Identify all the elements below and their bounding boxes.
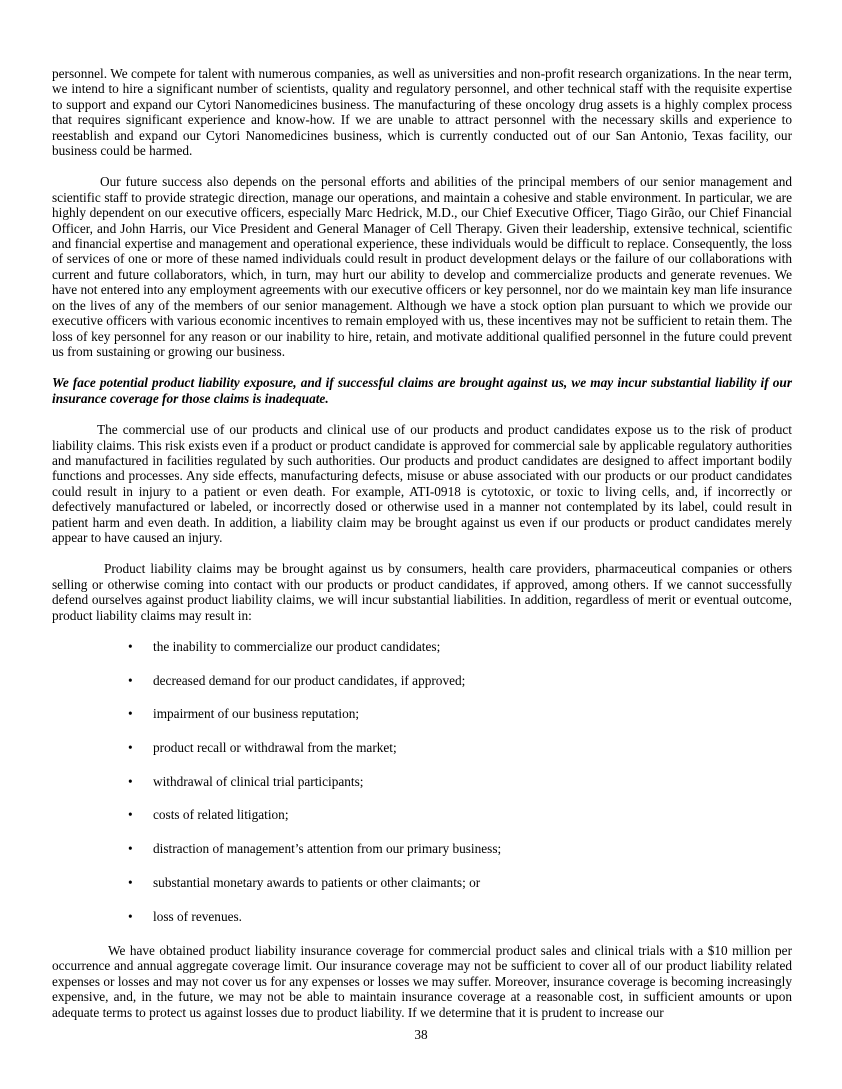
section-heading-product-liability: We face potential product liability exposure, and if successful claims are brought against us, we may incur substantial liability if our insurance coverage for those claims is inadequate. [52,375,792,406]
bullet-icon: • [128,874,133,890]
bullet-icon: • [128,908,133,924]
paragraph-insurance-coverage: We have obtained product liability insurance coverage for commercial product sales and clinical trials with a $10 million per occurrence and annual aggregate coverage limit. Our insurance coverage may not be sufficient to cover all of our product liability related expenses or losses and may not cover us for any expenses or losses we may suffer. Moreover, insurance coverage is becoming increasingly expensive, and, in the future, we may not be able to maintain insurance coverage at a reasonable cost, in sufficient amounts or upon adequate terms to protect us against losses due to product liability. If we determine that it is prudent to increase our [52,942,792,1020]
paragraph-commercial-use: The commercial use of our products and clinical use of our products and product candidates expose us to the risk of product liability claims. This risk exists even if a product or product candidate is approved for commercial sale by applicable regulatory authorities and manufactured in facilities regulated by such authorities. Our products and product candidates are designed to affect important bodily functions and processes. Any side effects, manufacturing defects, misuse or abuse associated with our products or our product candidates could result in injury to a patient or even death. For example, ATI-0918 is cytotoxic, or toxic to living cells, and, if incorrectly or defectively manufactured or labeled, or incorrectly dosed or otherwise used in a manner not contemplated by its label, could result in patient harm and even death. In addition, a liability claim may be brought against us even if our products or product candidates merely appear to have caused an injury. [52,422,792,545]
bullet-icon: • [128,807,133,823]
document-page [52,66,792,1020]
bullet-icon: • [128,672,133,688]
bullet-icon: • [128,639,133,654]
bullet-icon: • [128,841,133,857]
list-item [52,706,792,721]
list-item-text: impairment of our business reputation; [153,706,360,722]
list-item-text: decreased demand for our product candidates, if approved; [153,672,466,688]
bullet-icon: • [128,740,133,756]
list-item [52,875,792,890]
bullet-icon: • [128,706,133,722]
paragraph-liability-claims: Product liability claims may be brought against us by consumers, health care providers, pharmaceutical companies or others selling or otherwise coming into contact with our products or product candidates, if approved, among others. If we cannot successfully defend ourselves against product liability claims, we will incur substantial liabilities. In addition, regardless of merit or eventual outcome, product liability claims may result in: [52,561,792,623]
bullet-icon: • [128,773,133,789]
list-item-text: substantial monetary awards to patients or other claimants; or [153,874,481,890]
page-number: 38 [414,1027,428,1042]
list-item-text: the inability to commercialize our product candidates; [153,639,441,654]
list-item [52,807,792,822]
list-item-text: costs of related litigation; [153,807,289,823]
list-item [52,841,792,856]
list-item [52,740,792,755]
list-item-text: withdrawal of clinical trial participants; [153,773,364,789]
list-item [52,673,792,688]
paragraph-personnel: personnel. We compete for talent with numerous companies, as well as universities and non-profit research organizations. In the near term, we intend to hire a significant number of scientists, quality and regulatory personnel, and other technical staff with the requisite expertise to support and expand our Cytori Nanomedicines business. The manufacturing of these oncology drug assets is a highly complex process that requires significant experience and know-how. If we are unable to attract personnel with the necessary skills and experience to reestablish and expand our Cytori Nanomedicines business, which is currently conducted out of our San Antonio, Texas facility, our business could be harmed. [52,66,792,159]
list-item [52,909,792,924]
list-item-text: product recall or withdrawal from the market; [153,740,397,756]
list-item-text: distraction of management’s attention from our primary business; [153,841,502,857]
list-item [52,639,792,654]
list-item-text: loss of revenues. [153,908,242,924]
paragraph-key-personnel: Our future success also depends on the personal efforts and abilities of the principal members of our senior management and scientific staff to provide strategic direction, manage our operations, and maintain a cohesive and stable environment. In particular, we are highly dependent on our executive officers, especially Marc Hedrick, M.D., our Chief Executive Officer, Tiago Girão, our Chief Financial Officer, and John Harris, our Vice President and General Manager of Cell Therapy. Given their leadership, extensive technical, scientific and financial expertise and management and operational experience, these individuals would be difficult to replace. Consequently, the loss of services of one or more of these named individuals could result in product development delays or the failure of our collaborations with current and future collaborators, which, in turn, may hurt our ability to develop and commercialize products and generate revenues. We have not entered into any employment agreements with our executive officers or key personnel, nor do we maintain key man life insurance on the lives of any of the members of our senior management. Although we have a stock option plan pursuant to which we provide our executive officers with various economic incentives to remain employed with us, these incentives may not be sufficient to retain them. The loss of key personnel for any reason or our inability to hire, retain, and motivate additional qualified personnel in the future could prevent us from sustaining or growing our business. [52,174,792,359]
bullet-list-liability-results [52,639,792,924]
list-item [52,774,792,789]
